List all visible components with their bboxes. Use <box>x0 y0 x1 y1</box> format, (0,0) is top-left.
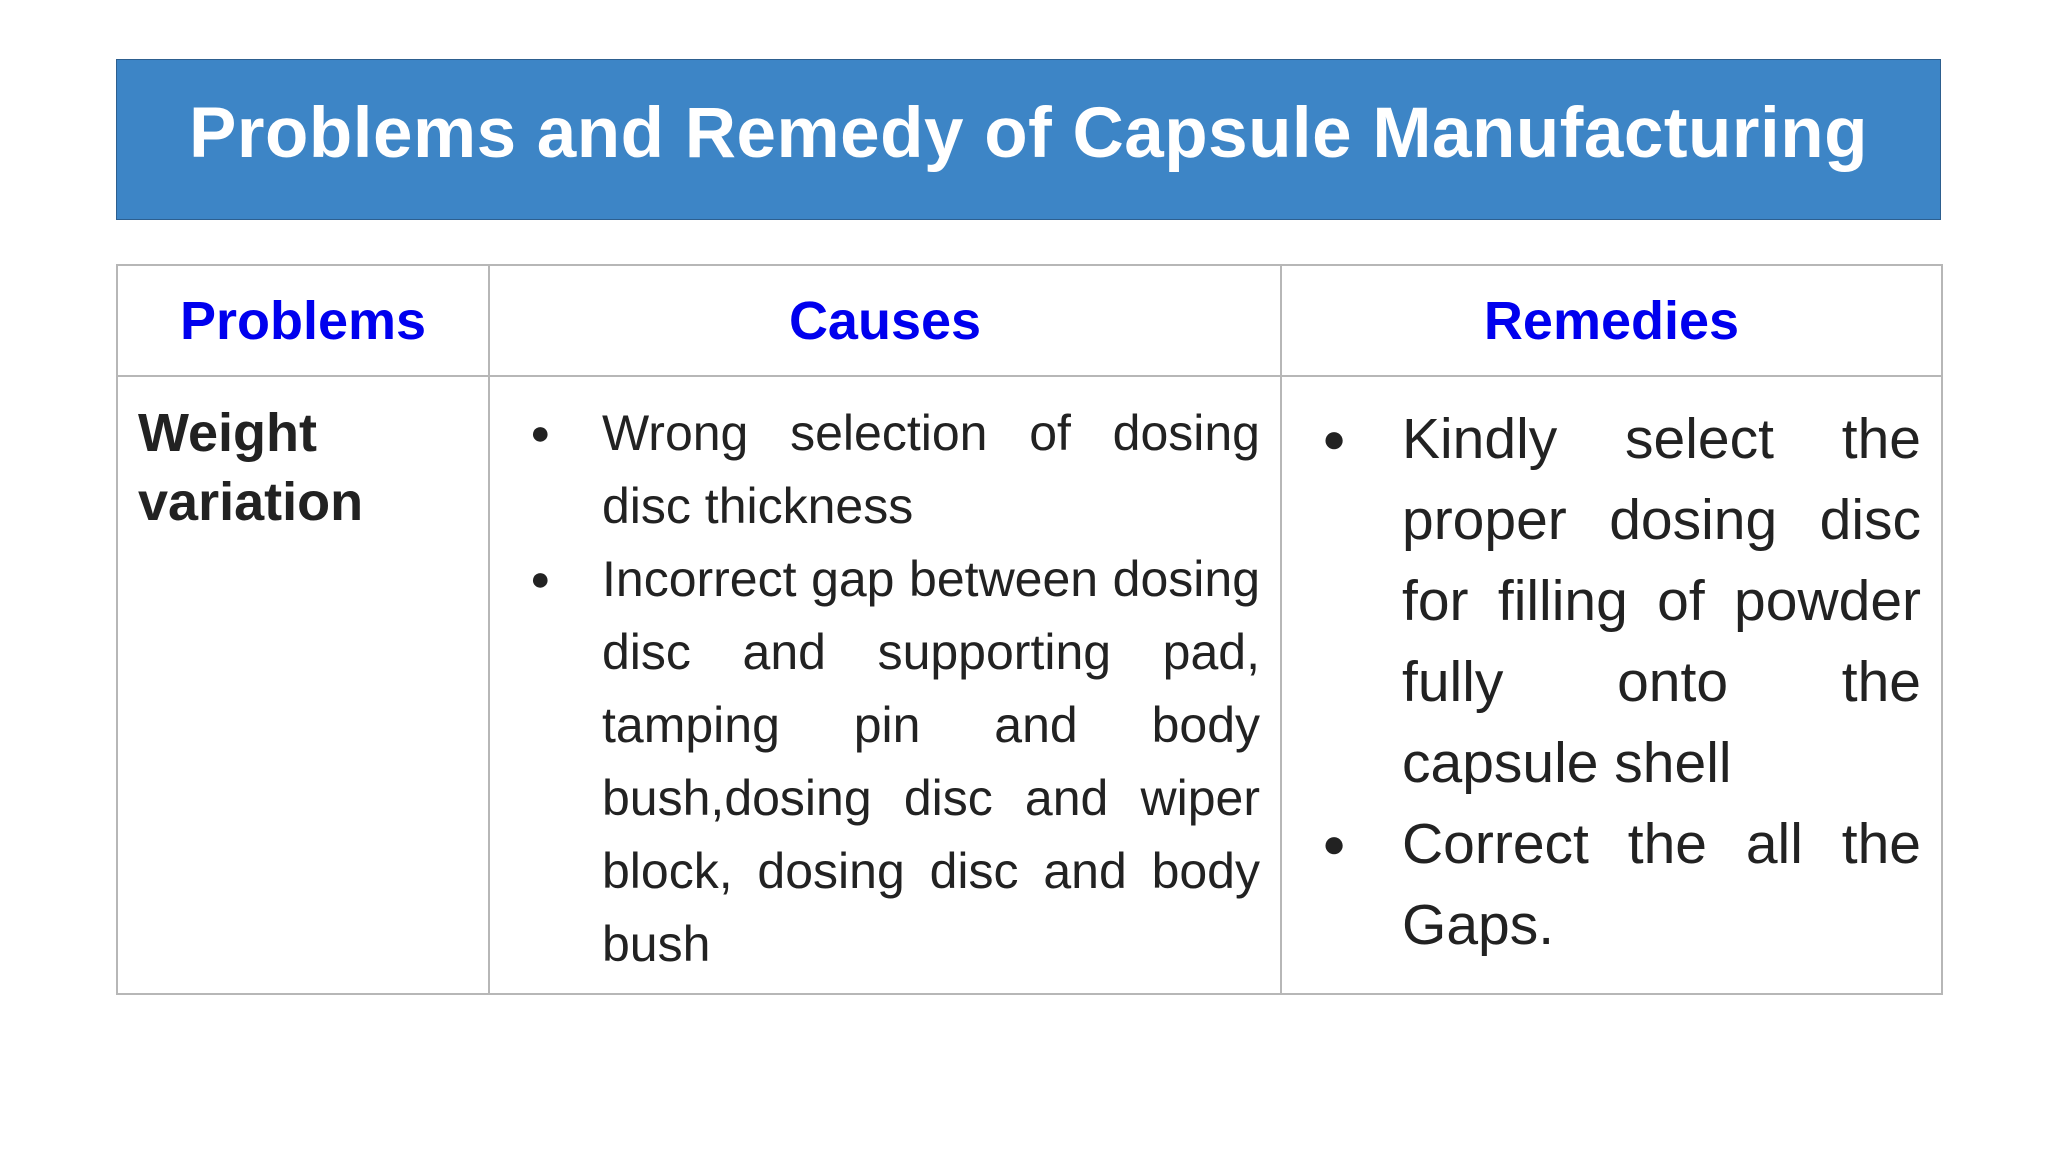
list-item <box>1322 804 1921 966</box>
header-causes: Causes <box>489 265 1281 376</box>
remedy-text: Kindly select the proper dosing disc for filling of powder fully onto the capsule shell <box>1402 407 1921 795</box>
cause-text: Incorrect gap between dosing disc and supporting pad, tamping pin and body bush,dosing disc and wiper block, dosing disc and body bush <box>602 551 1260 972</box>
list-item <box>1322 399 1921 804</box>
table-header-row <box>117 265 1942 376</box>
header-remedies: Remedies <box>1281 265 1942 376</box>
causes-cell <box>489 376 1281 994</box>
problem-text: Weight variation <box>138 403 364 532</box>
problem-cell <box>117 376 489 994</box>
remedy-text: Correct the all the Gaps. <box>1402 812 1921 957</box>
table-row <box>117 376 1942 994</box>
bullet-icon: ● <box>530 560 551 598</box>
slide-title: Problems and Remedy of Capsule Manufacturing <box>189 94 1868 173</box>
bullet-icon: ● <box>1322 417 1347 461</box>
bullet-icon: ● <box>1322 822 1347 866</box>
list-item <box>530 543 1260 981</box>
causes-list <box>530 397 1260 981</box>
problems-table <box>116 264 1943 995</box>
cause-text: Wrong selection of dosing disc thickness <box>602 405 1260 534</box>
remedies-cell <box>1281 376 1942 994</box>
remedies-list <box>1322 399 1921 966</box>
list-item <box>530 397 1260 543</box>
header-problems: Problems <box>117 265 489 376</box>
title-banner <box>116 59 1941 220</box>
bullet-icon: ● <box>530 414 551 452</box>
